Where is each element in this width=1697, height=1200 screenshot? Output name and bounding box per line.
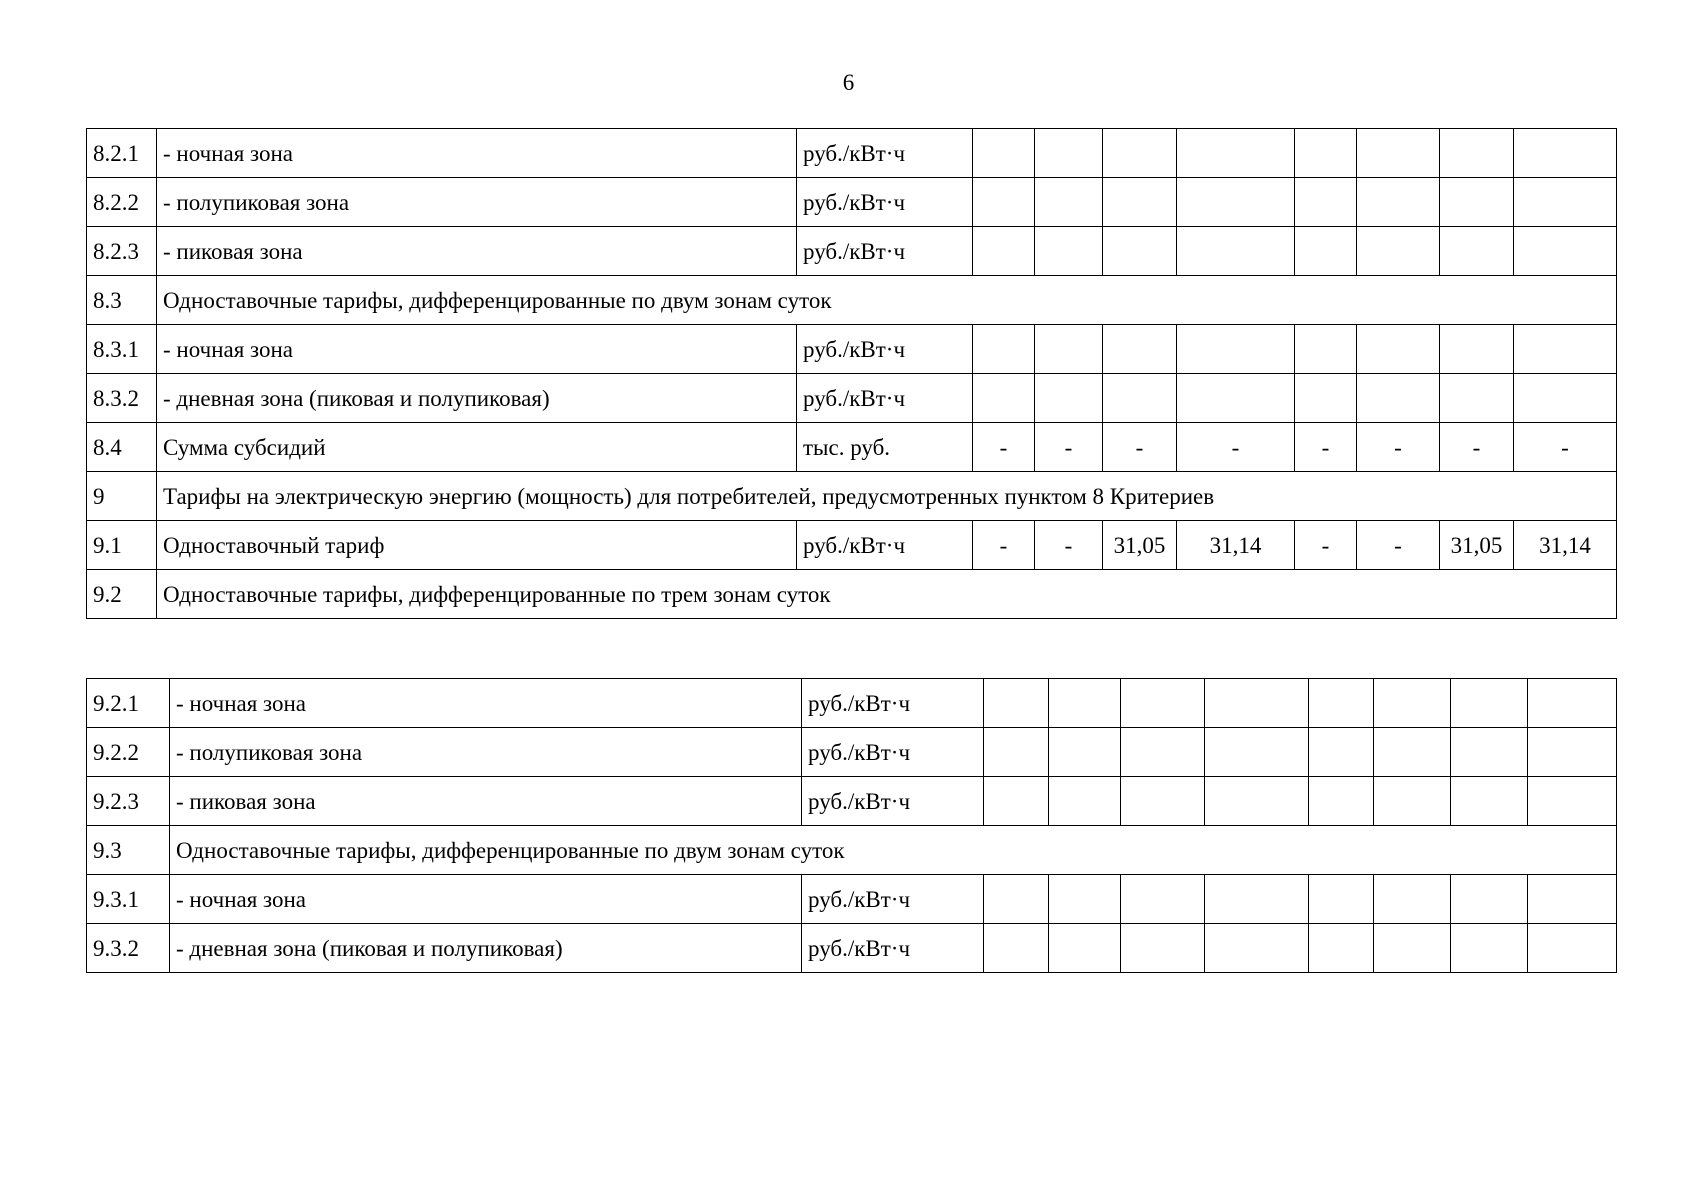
row-unit: руб./кВт·ч <box>797 374 973 423</box>
row-unit: руб./кВт·ч <box>802 777 984 826</box>
row-number: 8.2.3 <box>87 227 157 276</box>
value-cell <box>1357 374 1440 423</box>
value-cell: 31,05 <box>1440 521 1514 570</box>
value-cell <box>1374 924 1451 973</box>
row-number: 9.2.1 <box>87 679 170 728</box>
table-row <box>87 875 1617 924</box>
value-cell <box>1451 924 1528 973</box>
tariff-table-1 <box>86 128 1617 619</box>
row-number: 9.2 <box>87 570 157 619</box>
row-name: Одноставочный тариф <box>157 521 797 570</box>
value-cell <box>1440 227 1514 276</box>
value-cell: - <box>1035 423 1103 472</box>
value-cell: 31,05 <box>1103 521 1177 570</box>
value-cell <box>1357 178 1440 227</box>
row-number: 9.2.3 <box>87 777 170 826</box>
value-cell <box>1451 728 1528 777</box>
value-cell <box>1121 924 1205 973</box>
row-unit: руб./кВт·ч <box>797 227 973 276</box>
row-unit: руб./кВт·ч <box>802 728 984 777</box>
row-number: 8.2.1 <box>87 129 157 178</box>
value-cell <box>1205 728 1309 777</box>
value-cell <box>1049 728 1121 777</box>
value-cell <box>1103 178 1177 227</box>
value-cell <box>1309 924 1374 973</box>
value-cell <box>1440 325 1514 374</box>
row-number: 8.3.1 <box>87 325 157 374</box>
value-cell <box>1514 129 1617 178</box>
table-row <box>87 924 1617 973</box>
section-title: Одноставочные тарифы, дифференцированные по двум зонам суток <box>157 276 1617 325</box>
value-cell <box>1451 777 1528 826</box>
value-cell <box>1205 679 1309 728</box>
value-cell <box>1177 129 1295 178</box>
table-row <box>87 521 1617 570</box>
value-cell <box>1121 728 1205 777</box>
value-cell <box>1514 374 1617 423</box>
row-name: - пиковая зона <box>157 227 797 276</box>
value-cell: - <box>1357 423 1440 472</box>
value-cell <box>1049 924 1121 973</box>
value-cell <box>1205 924 1309 973</box>
value-cell <box>984 924 1049 973</box>
value-cell: - <box>1357 521 1440 570</box>
row-unit: руб./кВт·ч <box>802 679 984 728</box>
value-cell <box>1374 679 1451 728</box>
value-cell <box>1295 227 1357 276</box>
value-cell: - <box>1295 521 1357 570</box>
value-cell <box>1121 875 1205 924</box>
table-row <box>87 178 1617 227</box>
value-cell <box>1309 728 1374 777</box>
table-row <box>87 227 1617 276</box>
row-number: 9.1 <box>87 521 157 570</box>
value-cell <box>1049 875 1121 924</box>
value-cell: - <box>1177 423 1295 472</box>
value-cell <box>1205 777 1309 826</box>
value-cell <box>1295 178 1357 227</box>
value-cell <box>1177 325 1295 374</box>
row-name: - пиковая зона <box>170 777 802 826</box>
value-cell <box>1121 679 1205 728</box>
tariff-table-2 <box>86 678 1617 973</box>
value-cell <box>1103 374 1177 423</box>
value-cell <box>1451 679 1528 728</box>
value-cell <box>1035 325 1103 374</box>
row-name: - ночная зона <box>157 129 797 178</box>
table-row <box>87 570 1617 619</box>
section-title: Одноставочные тарифы, дифференцированные по двум зонам суток <box>170 826 1617 875</box>
row-number: 9.3.2 <box>87 924 170 973</box>
value-cell <box>1514 227 1617 276</box>
value-cell <box>1528 924 1617 973</box>
table-row <box>87 374 1617 423</box>
value-cell: - <box>1440 423 1514 472</box>
table-row <box>87 728 1617 777</box>
row-unit: руб./кВт·ч <box>797 178 973 227</box>
value-cell <box>1357 325 1440 374</box>
value-cell <box>1295 129 1357 178</box>
value-cell <box>1374 777 1451 826</box>
value-cell <box>1049 777 1121 826</box>
row-number: 9.2.2 <box>87 728 170 777</box>
value-cell <box>973 227 1035 276</box>
value-cell <box>1103 325 1177 374</box>
row-name: - ночная зона <box>170 679 802 728</box>
value-cell <box>1374 875 1451 924</box>
row-unit: тыс. руб. <box>797 423 973 472</box>
value-cell <box>1357 227 1440 276</box>
page-number: 6 <box>842 70 855 95</box>
value-cell <box>973 129 1035 178</box>
table-row <box>87 129 1617 178</box>
value-cell <box>1528 679 1617 728</box>
table-row <box>87 276 1617 325</box>
value-cell <box>973 178 1035 227</box>
value-cell <box>1035 227 1103 276</box>
value-cell <box>1177 374 1295 423</box>
value-cell <box>1451 875 1528 924</box>
value-cell <box>1357 129 1440 178</box>
value-cell: - <box>973 423 1035 472</box>
row-unit: руб./кВт·ч <box>797 521 973 570</box>
value-cell: - <box>1295 423 1357 472</box>
value-cell <box>1049 679 1121 728</box>
value-cell: 31,14 <box>1514 521 1617 570</box>
value-cell <box>984 875 1049 924</box>
value-cell <box>1309 777 1374 826</box>
value-cell <box>973 325 1035 374</box>
table-row <box>87 325 1617 374</box>
row-unit: руб./кВт·ч <box>797 325 973 374</box>
table-row <box>87 472 1617 521</box>
value-cell <box>1309 875 1374 924</box>
row-unit: руб./кВт·ч <box>802 924 984 973</box>
value-cell <box>1103 227 1177 276</box>
value-cell: - <box>973 521 1035 570</box>
value-cell: - <box>1035 521 1103 570</box>
value-cell <box>1295 374 1357 423</box>
row-number: 9 <box>87 472 157 521</box>
value-cell <box>1205 875 1309 924</box>
section-title: Тарифы на электрическую энергию (мощность) для потребителей, предусмотренных пунктом 8 Критериев <box>157 472 1617 521</box>
value-cell <box>1528 875 1617 924</box>
value-cell: - <box>1514 423 1617 472</box>
value-cell <box>1440 129 1514 178</box>
value-cell <box>973 374 1035 423</box>
row-unit: руб./кВт·ч <box>802 875 984 924</box>
row-unit: руб./кВт·ч <box>797 129 973 178</box>
value-cell <box>1514 178 1617 227</box>
value-cell <box>1121 777 1205 826</box>
row-number: 8.2.2 <box>87 178 157 227</box>
value-cell: - <box>1103 423 1177 472</box>
row-name: - полупиковая зона <box>170 728 802 777</box>
value-cell <box>1035 178 1103 227</box>
value-cell <box>1528 728 1617 777</box>
row-name: - полупиковая зона <box>157 178 797 227</box>
value-cell <box>1374 728 1451 777</box>
value-cell <box>1528 777 1617 826</box>
table-row <box>87 423 1617 472</box>
value-cell <box>1177 227 1295 276</box>
table-row <box>87 679 1617 728</box>
value-cell <box>1514 325 1617 374</box>
value-cell <box>1177 178 1295 227</box>
table-row <box>87 777 1617 826</box>
row-name: - ночная зона <box>170 875 802 924</box>
section-title: Одноставочные тарифы, дифференцированные по трем зонам суток <box>157 570 1617 619</box>
row-name: - дневная зона (пиковая и полупиковая) <box>157 374 797 423</box>
value-cell <box>1440 178 1514 227</box>
row-number: 9.3 <box>87 826 170 875</box>
row-name: - дневная зона (пиковая и полупиковая) <box>170 924 802 973</box>
value-cell <box>1103 129 1177 178</box>
row-number: 8.3 <box>87 276 157 325</box>
row-number: 8.3.2 <box>87 374 157 423</box>
value-cell <box>984 777 1049 826</box>
value-cell <box>1035 129 1103 178</box>
value-cell <box>984 679 1049 728</box>
value-cell <box>1309 679 1374 728</box>
value-cell <box>1440 374 1514 423</box>
value-cell <box>1295 325 1357 374</box>
value-cell <box>984 728 1049 777</box>
row-name: Сумма субсидий <box>157 423 797 472</box>
row-number: 8.4 <box>87 423 157 472</box>
value-cell <box>1035 374 1103 423</box>
table-row <box>87 826 1617 875</box>
row-name: - ночная зона <box>157 325 797 374</box>
value-cell: 31,14 <box>1177 521 1295 570</box>
row-number: 9.3.1 <box>87 875 170 924</box>
